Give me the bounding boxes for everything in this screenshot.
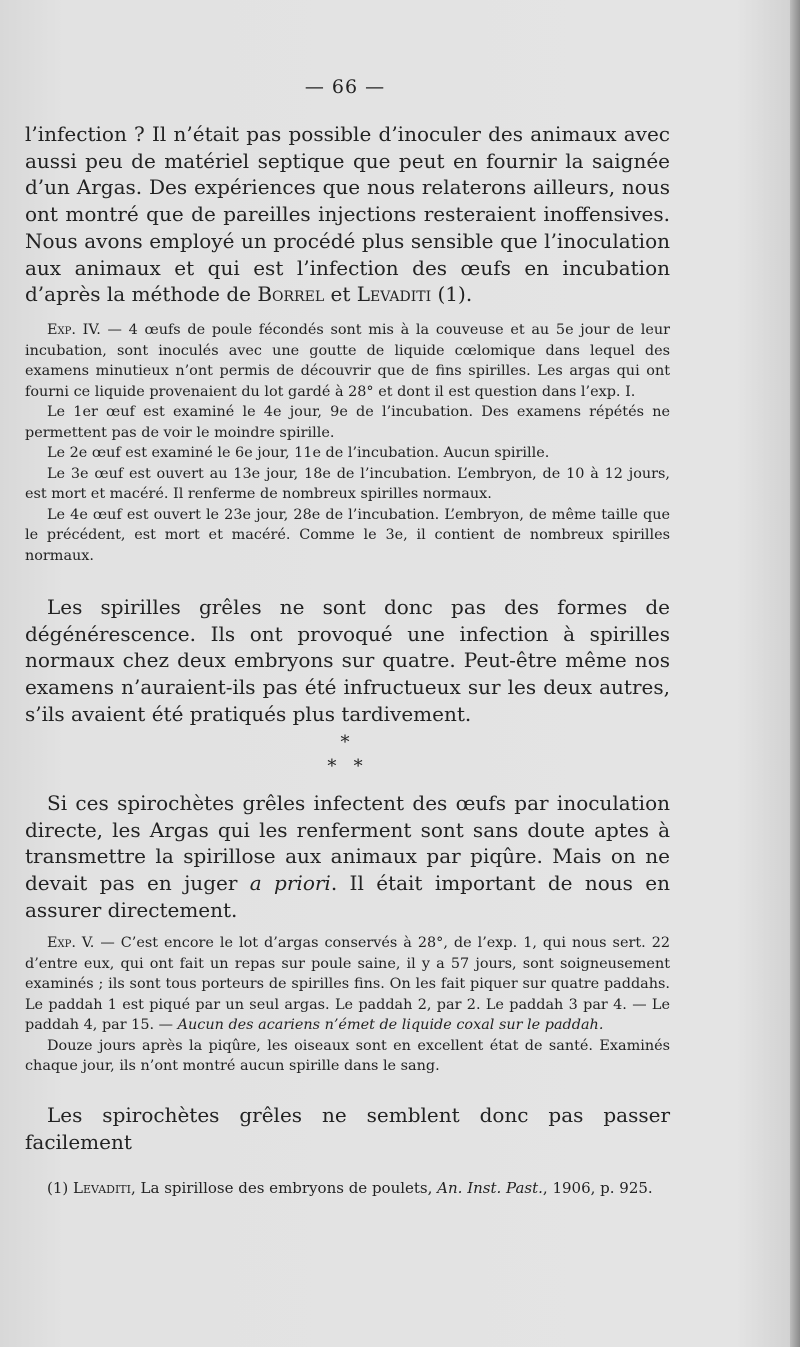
- experiment-5: [25, 933, 670, 1077]
- author-levaditi: Levaditi: [356, 282, 432, 307]
- spirochetes-before: Si ces spirochètes grêles infectent des œufs par inoculation directe, les Argas qui les renferment sont sans doute aptes à transmettre la spirillose aux animaux par piqûre. Mais on ne devait pas en juger: [25, 791, 670, 896]
- paragraph-intro: [25, 121, 670, 308]
- exp5-result: Douze jours après la piqûre, les oiseaux sont en excellent état de santé. Examinés chaque jour, ils n’ont montré aucun spirille dans le sang.: [25, 1037, 670, 1074]
- paragraph-final: [25, 1102, 670, 1155]
- experiment-4: [25, 320, 670, 566]
- intro-and: et: [324, 282, 357, 307]
- paragraph-spirochetes: [25, 790, 670, 924]
- exp4-intro: — 4 œufs de poule fécondés sont mis à la couveuse et au 5e jour de leur incubation, sont inoculés avec une goutte de liquide cœlomique dans lequel des examens minutieux n’ont permis de découvrir que de fins spirilles. Les argas qui ont fourni ce liquide provenaient du lot gardé à 28° et dont il est question dans l’exp. I.: [25, 322, 670, 400]
- exp4-egg2: Le 2e œuf est examiné le 6e jour, 11e de l’incubation. Aucun spirille.: [47, 445, 550, 461]
- exp5-label: Exp. V.: [47, 935, 95, 951]
- intro-text: l’infection ? Il n’était pas possible d’inoculer des animaux avec aussi peu de matériel septique que peut en fournir la saignée d’un Argas. Des expériences que nous relaterons ailleurs, nous ont montré que de pareilles injections resteraient inoffensives. Nous avons employé un procédé plus sensible que l’inoculation aux animaux et qui est l’infection des œufs en incubation d’après la méthode de: [25, 122, 670, 307]
- exp4-egg3: Le 3e œuf est ouvert au 13e jour, 18e de l’incubation. L’embryon, de 10 à 12 jours, est mort et macéré. Il renferme de nombreux spirilles normaux.: [25, 465, 670, 502]
- exp4-egg4: Le 4e œuf est ouvert le 23e jour, 28e de l’incubation. L’embryon, de même taille que le précédent, est mort et macéré. Comme le 3e, il contient de nombreux spirilles normaux.: [25, 506, 670, 564]
- exp5-italic: Aucun des acariens n’émet de liquide coxal sur le paddah.: [177, 1017, 604, 1033]
- author-borrel: Borrel: [257, 282, 325, 307]
- footnote-journal: An. Inst. Past.: [437, 1179, 543, 1197]
- spirochetes-italic: a priori: [249, 871, 331, 896]
- exp4-label: Exp. IV.: [47, 322, 101, 338]
- footnote-rest: , 1906, p. 925.: [542, 1179, 653, 1197]
- footnote-ref: (1).: [431, 282, 473, 307]
- section-separator-bottom-stars: * *: [327, 756, 363, 777]
- footnote-marker: (1): [47, 1179, 74, 1197]
- paragraph-conclusion: [25, 594, 670, 728]
- final-text: Les spirochètes grêles ne semblent donc pas passer facilement: [25, 1103, 670, 1154]
- footnote: [25, 1163, 670, 1213]
- page-edge-shadow: [790, 0, 800, 1347]
- page-number: — 66 —: [304, 76, 386, 98]
- exp5-text: — C’est encore le lot d’argas conservés à 28°, de l’exp. 1, qui nous sert. 22 d’entre eux, qui ont fait un repas sur poule saine, il y a 57 jours, sont soigneusement examinés ; ils sont tous porteurs de spirilles fins. On les fait piquer sur quatre paddahs. Le paddah 1 est piqué par un seul argas. Le paddah 2, par 2. Le paddah 3 par 4. — Le paddah 4, par 15. —: [25, 935, 671, 1033]
- spirochetes-after: . Il était important de nous en assurer directement.: [25, 871, 670, 922]
- conclusion-text: Les spirilles grêles ne sont donc pas des formes de dégénérescence. Ils ont provoqué une infection à spirilles normaux chez deux embryons sur quatre. Peut-être même nos examens n’auraient-ils pas été infructueux sur les deux autres, s’ils avaient été pratiqués plus tardivement.: [25, 595, 670, 726]
- footnote-author: Levaditi: [73, 1179, 131, 1197]
- exp4-egg1: Le 1er œuf est examiné le 4e jour, 9e de l’incubation. Des examens répétés ne permettent pas de voir le moindre spirille.: [25, 404, 670, 441]
- section-separator-top-star: *: [340, 732, 350, 753]
- footnote-title: , La spirillose des embryons de poulets,: [131, 1179, 438, 1197]
